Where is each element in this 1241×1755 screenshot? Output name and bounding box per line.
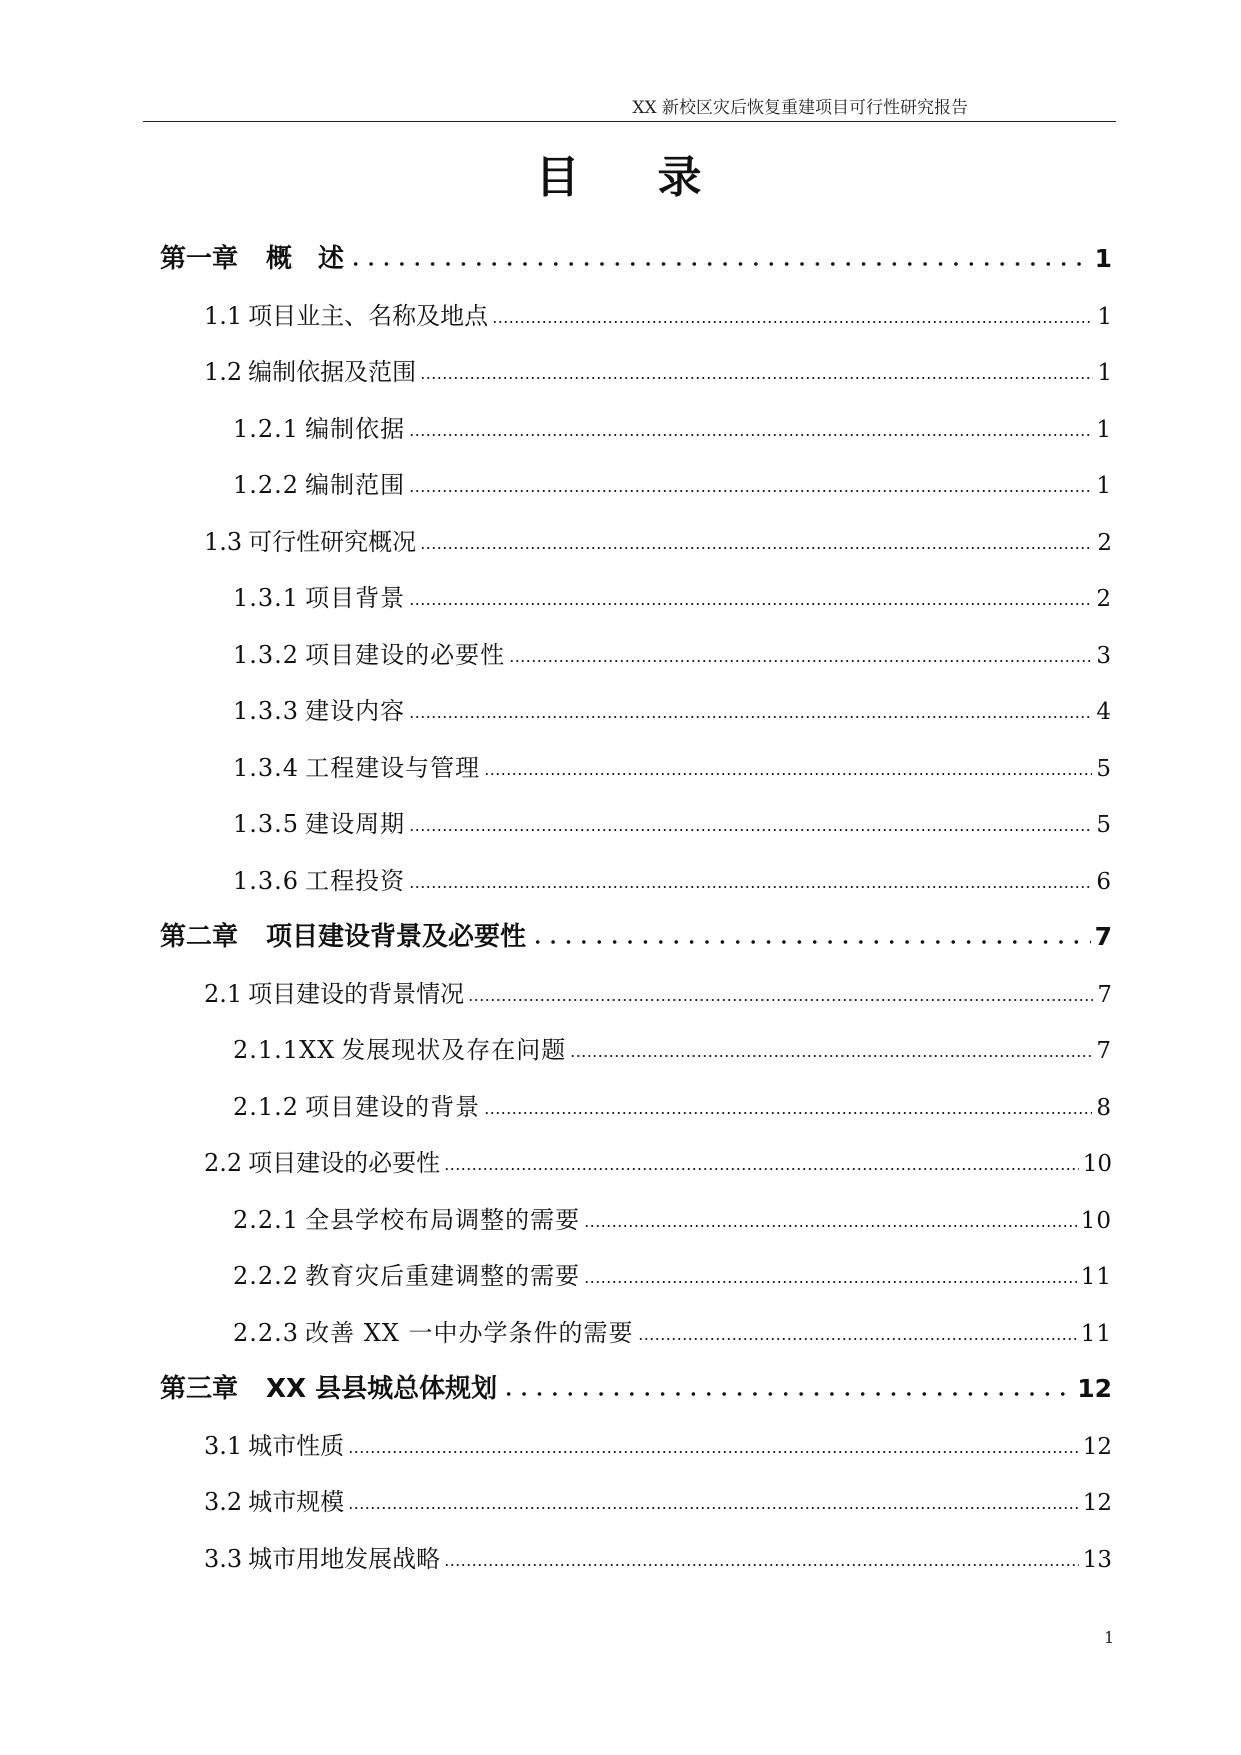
- toc-title-char-1: 目: [535, 152, 584, 203]
- toc-entry-page: 7: [1094, 922, 1112, 951]
- toc-entry-number: 1.2.2: [233, 471, 300, 499]
- toc-entry-number: 3.3: [204, 1544, 243, 1573]
- toc-subsection-entry[interactable]: [233, 1200, 1112, 1240]
- toc-entry-page: 2: [1097, 529, 1112, 556]
- toc-entry-title: 发展现状及存在问题: [341, 1036, 567, 1064]
- toc-entry-page: 13: [1082, 1546, 1112, 1573]
- toc-entry-page: 1: [1097, 303, 1112, 330]
- toc-entry-number: 2.2.3: [233, 1318, 300, 1347]
- toc-entry-page: 3: [1096, 642, 1112, 669]
- toc-subsection-entry[interactable]: [233, 1313, 1112, 1353]
- toc-entry-number: 第三章: [160, 1374, 239, 1404]
- toc-entry-number: 1.3.4: [233, 753, 300, 782]
- toc-dot-leader: [530, 939, 1091, 945]
- toc-dot-leader: [409, 602, 1092, 606]
- toc-dot-leader: [444, 1563, 1079, 1567]
- toc-entry-number: 2.1.1XX: [233, 1036, 336, 1064]
- toc-entry-page: 11: [1080, 1264, 1112, 1290]
- toc-entry-number: 2.2.1: [233, 1205, 300, 1234]
- toc-subsection-entry[interactable]: [233, 465, 1112, 505]
- page-number: 1: [1104, 1628, 1115, 1647]
- toc-entry-title: 项目建设的背景: [305, 1092, 481, 1121]
- toc-dot-leader: [484, 772, 1092, 776]
- toc-entry-page: 12: [1082, 1490, 1112, 1516]
- toc-entry-title: 全县学校布局调整的需要: [305, 1205, 581, 1234]
- toc-entry-title: 改善 XX 一中办学条件的需要: [305, 1318, 634, 1347]
- toc-entry-number: 1.1: [204, 301, 243, 330]
- toc-entry-title: 城市用地发展战略: [248, 1544, 441, 1573]
- toc-entry-page: 4: [1096, 699, 1112, 725]
- toc-entry-title: 项目建设背景及必要性: [266, 922, 527, 952]
- toc-entry-title: 教育灾后重建调整的需要: [305, 1262, 581, 1290]
- toc-entry-number: 2.2: [204, 1149, 243, 1177]
- toc-section-entry[interactable]: [204, 352, 1112, 392]
- toc-entry-number: 1.3: [204, 527, 243, 556]
- toc-dot-leader: [492, 320, 1093, 324]
- toc-dot-leader: [409, 885, 1092, 889]
- toc-entry-number: 2.1.2: [233, 1092, 300, 1121]
- toc-section-entry[interactable]: [204, 1539, 1112, 1579]
- toc-dot-leader: [570, 1054, 1092, 1058]
- toc-entry-title: 项目业主、名称及地点: [248, 301, 489, 330]
- toc-entry-page: 1: [1097, 360, 1112, 386]
- toc-entry-title: 编制依据: [305, 414, 406, 443]
- toc-dot-leader: [484, 1111, 1092, 1115]
- toc-entry-number: 第一章: [160, 244, 239, 274]
- toc-entry-number: 3.1: [204, 1431, 243, 1460]
- toc-entry-page: 7: [1097, 981, 1112, 1008]
- toc-entry-number: 1.2: [204, 358, 243, 386]
- toc-entry-title: 项目建设的必要性: [305, 640, 506, 669]
- toc-entry-number: 2.1: [204, 979, 243, 1008]
- toc-entry-number: 第二章: [160, 922, 239, 952]
- toc-title-char-2: 录: [657, 152, 706, 203]
- toc-entry-page: 10: [1080, 1207, 1112, 1234]
- toc-dot-leader: [468, 998, 1093, 1002]
- toc-entry-title: XX 县县城总体规划: [266, 1374, 498, 1404]
- toc-entry-number: 1.2.1: [233, 414, 300, 443]
- toc-subsection-entry[interactable]: [233, 578, 1112, 618]
- toc-dot-leader: [409, 489, 1092, 493]
- toc-subsection-entry[interactable]: [233, 635, 1112, 675]
- toc-entry-title: 工程投资: [305, 866, 406, 895]
- toc-dot-leader: [501, 1391, 1073, 1397]
- toc-subsection-entry[interactable]: [233, 1087, 1112, 1127]
- toc-section-entry[interactable]: [204, 296, 1112, 336]
- toc-dot-leader: [348, 261, 1091, 267]
- toc-section-entry[interactable]: [204, 974, 1112, 1014]
- toc-entry-title: 概 述: [266, 244, 345, 274]
- toc-entry-page: 1: [1096, 416, 1112, 443]
- toc-entry-number: 1.3.3: [233, 697, 300, 725]
- toc-chapter-entry[interactable]: [160, 239, 1112, 279]
- toc-chapter-entry[interactable]: [160, 1369, 1112, 1409]
- toc-entry-number: 1.3.5: [233, 810, 300, 838]
- toc-dot-leader: [409, 828, 1092, 832]
- toc-entry-title: 城市规模: [248, 1488, 345, 1516]
- toc-subsection-entry[interactable]: [233, 1030, 1112, 1070]
- running-header: XX 新校区灾后恢复重建项目可行性研究报告: [632, 98, 968, 118]
- toc-entry-number: 1.3.6: [233, 866, 300, 895]
- toc-entry-title: 建设内容: [305, 697, 406, 725]
- toc-entry-page: 5: [1096, 755, 1112, 782]
- toc-subsection-entry[interactable]: [233, 804, 1112, 844]
- toc-entry-title: 编制依据及范围: [248, 358, 417, 386]
- toc-entry-page: 2: [1096, 586, 1112, 612]
- toc-entry-number: 1.3.1: [233, 584, 300, 612]
- toc-subsection-entry[interactable]: [233, 861, 1112, 901]
- toc-dot-leader: [420, 546, 1093, 550]
- toc-dot-leader: [409, 715, 1092, 719]
- toc-entry-page: 12: [1077, 1374, 1112, 1403]
- toc-entry-page: 1: [1096, 473, 1112, 499]
- toc-entry-title: 项目背景: [305, 584, 406, 612]
- toc-subsection-entry[interactable]: [233, 691, 1112, 731]
- toc-section-entry[interactable]: [204, 522, 1112, 562]
- toc-entry-title: 编制范围: [305, 471, 406, 499]
- toc-chapter-entry[interactable]: [160, 917, 1112, 957]
- toc-entry-page: 12: [1082, 1433, 1112, 1460]
- toc-dot-leader: [584, 1224, 1077, 1228]
- toc-dot-leader: [638, 1337, 1077, 1341]
- toc-entry-number: 2.2.2: [233, 1262, 300, 1290]
- toc-dot-leader: [409, 433, 1092, 437]
- toc-entry-page: 7: [1096, 1038, 1112, 1064]
- toc-entry-page: 5: [1096, 812, 1112, 838]
- toc-subsection-entry[interactable]: [233, 748, 1112, 788]
- toc-entry-title: 项目建设的背景情况: [248, 979, 465, 1008]
- toc-entry-page: 11: [1080, 1320, 1112, 1347]
- toc-subsection-entry[interactable]: [233, 409, 1112, 449]
- toc-section-entry[interactable]: [204, 1482, 1112, 1522]
- toc-dot-leader: [420, 376, 1093, 380]
- toc-subsection-entry[interactable]: [233, 1256, 1112, 1296]
- toc-entry-page: 8: [1096, 1094, 1112, 1121]
- toc-dot-leader: [444, 1167, 1079, 1171]
- toc-entry-title: 可行性研究概况: [248, 527, 417, 556]
- toc-entry-number: 1.3.2: [233, 640, 300, 669]
- toc-section-entry[interactable]: [204, 1143, 1112, 1183]
- toc-dot-leader: [584, 1280, 1077, 1284]
- toc-entry-title: 项目建设的必要性: [248, 1149, 441, 1177]
- toc-entry-page: 1: [1094, 244, 1112, 273]
- toc-entry-page: 6: [1096, 868, 1112, 895]
- toc-entry-title: 城市性质: [248, 1431, 345, 1460]
- toc-entry-number: 3.2: [204, 1488, 243, 1516]
- toc-entry-page: 10: [1082, 1151, 1112, 1177]
- toc-entry-title: 工程建设与管理: [305, 753, 481, 782]
- toc-entry-title: 建设周期: [305, 810, 406, 838]
- toc-section-entry[interactable]: [204, 1426, 1112, 1466]
- toc-dot-leader: [348, 1506, 1079, 1510]
- toc-dot-leader: [348, 1450, 1079, 1454]
- toc-dot-leader: [509, 659, 1092, 663]
